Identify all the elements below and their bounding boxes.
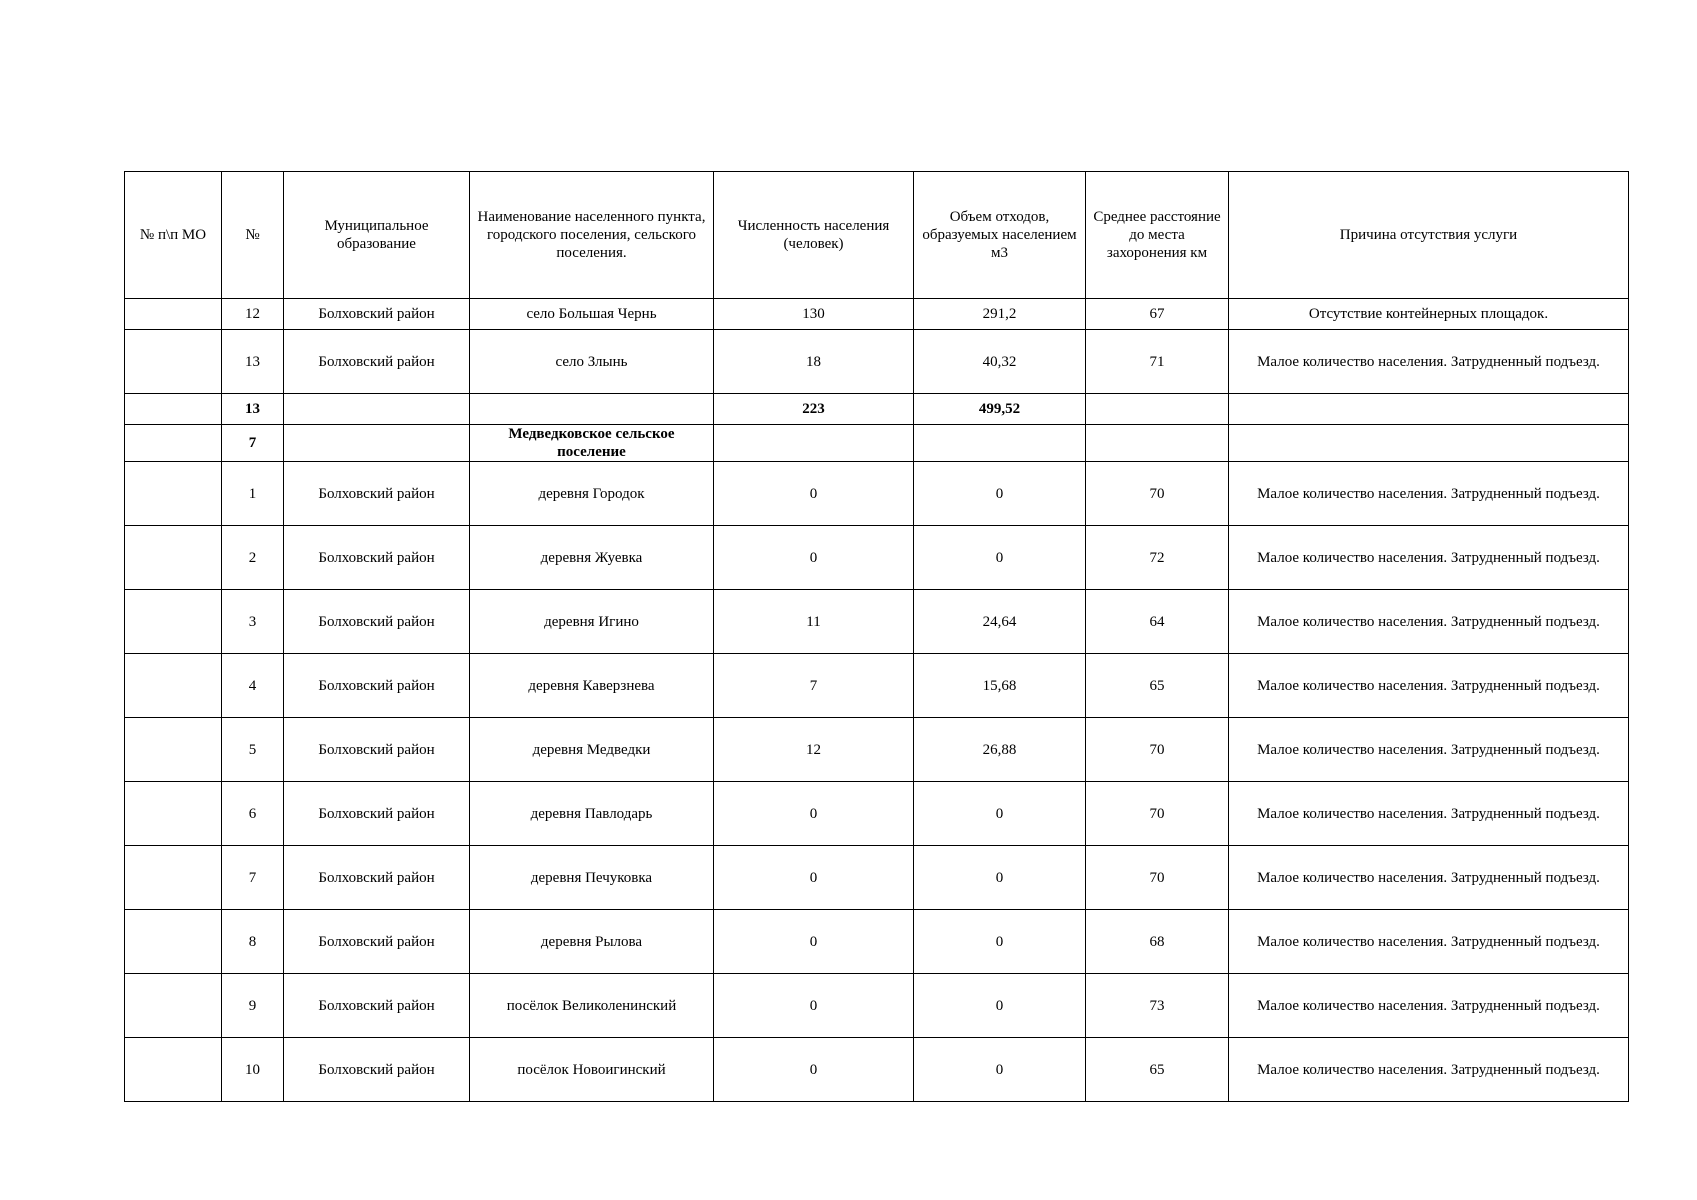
cell-municipality: Болховский район	[284, 330, 470, 394]
cell-population: 0	[714, 462, 914, 526]
table-row	[125, 974, 1629, 1038]
table-row	[125, 654, 1629, 718]
cell-distance: 65	[1086, 1038, 1229, 1102]
cell-mo	[125, 1038, 222, 1102]
cell-municipality: Болховский район	[284, 974, 470, 1038]
cell-municipality: Болховский район	[284, 846, 470, 910]
cell-reason: Малое количество населения. Затрудненный подъезд.	[1229, 910, 1629, 974]
table-row	[125, 330, 1629, 394]
cell-volume: 0	[914, 974, 1086, 1038]
cell-reason: Малое количество населения. Затрудненный подъезд.	[1229, 526, 1629, 590]
cell-population	[714, 425, 914, 462]
header-number: №	[222, 172, 284, 299]
table-row	[125, 782, 1629, 846]
cell-number: 7	[222, 425, 284, 462]
table-row	[125, 1038, 1629, 1102]
cell-reason: Малое количество населения. Затрудненный подъезд.	[1229, 974, 1629, 1038]
header-population: Численность населения (человек)	[714, 172, 914, 299]
table-row	[125, 590, 1629, 654]
cell-settlement: деревня Павлодарь	[470, 782, 714, 846]
cell-volume: 15,68	[914, 654, 1086, 718]
cell-distance: 70	[1086, 718, 1229, 782]
table-row	[125, 910, 1629, 974]
cell-distance	[1086, 425, 1229, 462]
cell-population: 0	[714, 1038, 914, 1102]
cell-distance: 73	[1086, 974, 1229, 1038]
cell-municipality: Болховский район	[284, 782, 470, 846]
cell-settlement: деревня Медведки	[470, 718, 714, 782]
cell-number: 13	[222, 394, 284, 425]
section-row	[125, 425, 1629, 462]
cell-mo	[125, 394, 222, 425]
cell-number: 10	[222, 1038, 284, 1102]
cell-reason: Малое количество населения. Затрудненный подъезд.	[1229, 590, 1629, 654]
cell-reason: Малое количество населения. Затрудненный подъезд.	[1229, 718, 1629, 782]
waste-service-table	[124, 171, 1629, 1102]
cell-municipality: Болховский район	[284, 910, 470, 974]
cell-reason: Малое количество населения. Затрудненный подъезд.	[1229, 654, 1629, 718]
cell-volume: 0	[914, 782, 1086, 846]
cell-population: 7	[714, 654, 914, 718]
cell-number: 2	[222, 526, 284, 590]
cell-volume: 0	[914, 462, 1086, 526]
cell-volume: 0	[914, 846, 1086, 910]
cell-settlement: деревня Жуевка	[470, 526, 714, 590]
cell-number: 5	[222, 718, 284, 782]
cell-mo	[125, 718, 222, 782]
cell-mo	[125, 974, 222, 1038]
cell-municipality: Болховский район	[284, 299, 470, 330]
cell-volume: 0	[914, 910, 1086, 974]
cell-mo	[125, 782, 222, 846]
cell-volume: 0	[914, 1038, 1086, 1102]
cell-number: 7	[222, 846, 284, 910]
table-row	[125, 299, 1629, 330]
table-row	[125, 462, 1629, 526]
cell-number: 9	[222, 974, 284, 1038]
table-row	[125, 718, 1629, 782]
cell-reason: Малое количество населения. Затрудненный подъезд.	[1229, 330, 1629, 394]
cell-distance: 72	[1086, 526, 1229, 590]
cell-municipality	[284, 394, 470, 425]
cell-settlement: деревня Городок	[470, 462, 714, 526]
cell-number: 4	[222, 654, 284, 718]
cell-distance: 64	[1086, 590, 1229, 654]
cell-number: 12	[222, 299, 284, 330]
cell-municipality: Болховский район	[284, 462, 470, 526]
cell-municipality	[284, 425, 470, 462]
cell-volume: 24,64	[914, 590, 1086, 654]
cell-settlement: посёлок Великоленинский	[470, 974, 714, 1038]
cell-number: 8	[222, 910, 284, 974]
header-settlement: Наименование населенного пункта, городского поселения, сельского поселения.	[470, 172, 714, 299]
cell-volume: 26,88	[914, 718, 1086, 782]
cell-distance: 65	[1086, 654, 1229, 718]
cell-distance	[1086, 394, 1229, 425]
cell-settlement: деревня Рылова	[470, 910, 714, 974]
cell-settlement: деревня Каверзнева	[470, 654, 714, 718]
cell-distance: 71	[1086, 330, 1229, 394]
cell-population: 130	[714, 299, 914, 330]
cell-reason: Малое количество населения. Затрудненный подъезд.	[1229, 462, 1629, 526]
cell-volume	[914, 425, 1086, 462]
cell-mo	[125, 425, 222, 462]
cell-mo	[125, 330, 222, 394]
cell-municipality: Болховский район	[284, 526, 470, 590]
cell-population: 11	[714, 590, 914, 654]
table-row	[125, 526, 1629, 590]
cell-municipality: Болховский район	[284, 654, 470, 718]
cell-number: 13	[222, 330, 284, 394]
cell-population: 0	[714, 782, 914, 846]
header-row	[125, 172, 1629, 299]
cell-settlement	[470, 394, 714, 425]
cell-settlement: деревня Игино	[470, 590, 714, 654]
cell-reason	[1229, 394, 1629, 425]
cell-population: 223	[714, 394, 914, 425]
cell-population: 0	[714, 526, 914, 590]
cell-population: 18	[714, 330, 914, 394]
cell-settlement: деревня Печуковка	[470, 846, 714, 910]
cell-population: 0	[714, 846, 914, 910]
cell-municipality: Болховский район	[284, 718, 470, 782]
cell-volume: 40,32	[914, 330, 1086, 394]
cell-volume: 499,52	[914, 394, 1086, 425]
cell-volume: 0	[914, 526, 1086, 590]
cell-settlement: село Большая Чернь	[470, 299, 714, 330]
cell-number: 6	[222, 782, 284, 846]
header-mo-index: № п\п МО	[125, 172, 222, 299]
cell-reason	[1229, 425, 1629, 462]
table-row	[125, 846, 1629, 910]
cell-settlement: село Злынь	[470, 330, 714, 394]
header-reason: Причина отсутствия услуги	[1229, 172, 1629, 299]
cell-reason: Отсутствие контейнерных площадок.	[1229, 299, 1629, 330]
total-row	[125, 394, 1629, 425]
cell-mo	[125, 299, 222, 330]
cell-reason: Малое количество населения. Затрудненный подъезд.	[1229, 1038, 1629, 1102]
header-waste-volume: Объем отходов, образуемых населением м3	[914, 172, 1086, 299]
cell-population: 0	[714, 974, 914, 1038]
cell-settlement: Медведковское сельское поселение	[470, 425, 714, 462]
cell-distance: 70	[1086, 846, 1229, 910]
cell-distance: 67	[1086, 299, 1229, 330]
cell-distance: 70	[1086, 782, 1229, 846]
cell-municipality: Болховский район	[284, 590, 470, 654]
cell-mo	[125, 590, 222, 654]
header-distance: Среднее расстояние до места захоронения км	[1086, 172, 1229, 299]
cell-population: 12	[714, 718, 914, 782]
cell-volume: 291,2	[914, 299, 1086, 330]
cell-mo	[125, 654, 222, 718]
cell-distance: 70	[1086, 462, 1229, 526]
cell-mo	[125, 462, 222, 526]
cell-number: 1	[222, 462, 284, 526]
cell-mo	[125, 910, 222, 974]
cell-mo	[125, 846, 222, 910]
cell-municipality: Болховский район	[284, 1038, 470, 1102]
cell-reason: Малое количество населения. Затрудненный подъезд.	[1229, 782, 1629, 846]
cell-settlement: посёлок Новоигинский	[470, 1038, 714, 1102]
cell-distance: 68	[1086, 910, 1229, 974]
cell-reason: Малое количество населения. Затрудненный подъезд.	[1229, 846, 1629, 910]
header-municipality: Муниципальное образование	[284, 172, 470, 299]
cell-number: 3	[222, 590, 284, 654]
cell-population: 0	[714, 910, 914, 974]
cell-mo	[125, 526, 222, 590]
